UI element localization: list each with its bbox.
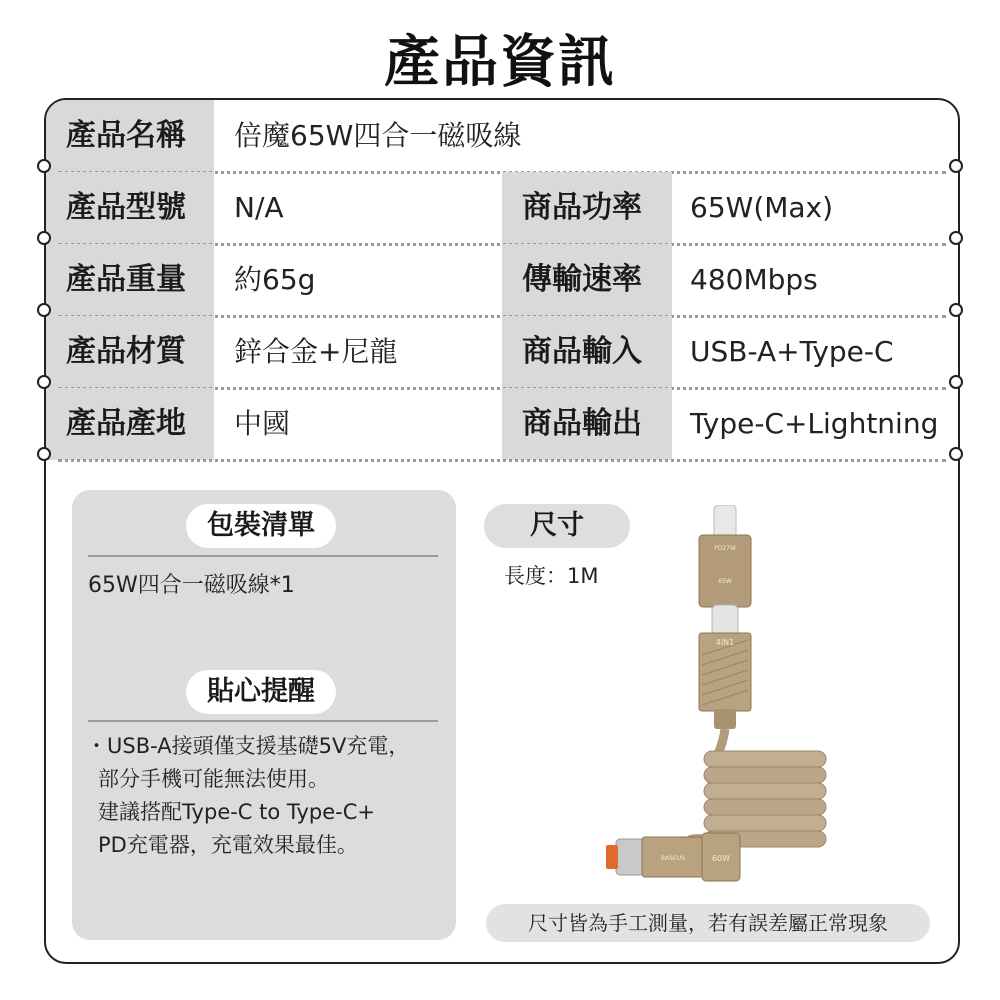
adapter-label-pd: PD27W	[714, 545, 736, 552]
tips-text	[86, 730, 456, 862]
cable-boot	[714, 709, 736, 729]
spec-label-power: 商品功率	[502, 172, 672, 244]
tip-line: PD充電器，充電效果最佳。	[98, 833, 358, 857]
spec-value-weight: 約65g	[234, 263, 316, 296]
spec-label-name: 產品名稱	[46, 100, 214, 172]
card-notch	[37, 159, 51, 173]
size-length: 長度：1M	[504, 564, 599, 588]
spec-card	[44, 98, 960, 964]
spec-row-material	[46, 316, 960, 388]
spec-value-input: USB-A+Type-C	[690, 335, 894, 368]
spec-label-material: 產品材質	[46, 316, 214, 388]
adapter-label-60w: 60W	[711, 854, 731, 863]
spec-label-model: 產品型號	[46, 172, 214, 244]
tip-line: 建議搭配Type-C to Type-C+	[98, 800, 375, 824]
card-notch	[37, 447, 51, 461]
spec-value-power: 65W(Max)	[690, 191, 834, 224]
spec-value-rate: 480Mbps	[690, 263, 818, 296]
spec-label-origin: 產品產地	[46, 388, 214, 460]
spec-value-material: 鋅合金+尼龍	[234, 335, 398, 368]
spec-row-model	[46, 172, 960, 244]
spec-row-weight	[46, 244, 960, 316]
tip-line: ・USB-A接頭僅支援基礎5V充電，	[86, 734, 410, 758]
size-note: 尺寸皆為手工測量，若有誤差屬正常現象	[486, 904, 930, 942]
info-panel	[72, 490, 456, 940]
package-item: 65W四合一磁吸線*1	[88, 573, 295, 598]
connector-label-brand: BASEUS	[660, 855, 686, 862]
spec-value-output: Type-C+Lightning	[690, 407, 939, 440]
tip-line: 部分手機可能無法使用。	[98, 767, 329, 791]
spec-label-weight: 產品重量	[46, 244, 214, 316]
row-divider	[58, 459, 946, 462]
card-notch	[949, 447, 963, 461]
spec-label-output: 商品輸出	[502, 388, 672, 460]
package-heading: 包裝清單	[186, 504, 336, 548]
size-heading: 尺寸	[484, 504, 630, 548]
card-notch	[37, 231, 51, 245]
lightning-tip	[714, 505, 736, 539]
spec-label-input: 商品輸入	[502, 316, 672, 388]
package-divider	[88, 555, 438, 557]
connector-label-4in1: 4IN1	[715, 638, 735, 647]
cable-illustration	[586, 505, 886, 895]
tips-divider	[88, 720, 438, 722]
page-title: 產品資訊	[384, 30, 616, 95]
spec-label-rate: 傳輸速率	[502, 244, 672, 316]
usb-a-metal	[616, 839, 644, 875]
spec-row-name	[46, 100, 960, 172]
usb-a-tip	[606, 845, 618, 869]
card-notch	[949, 231, 963, 245]
typec-tip	[712, 605, 738, 635]
spec-row-origin	[46, 388, 960, 460]
card-notch	[949, 375, 963, 389]
card-notch	[949, 303, 963, 317]
spec-value-name: 倍魔65W四合一磁吸線	[234, 119, 522, 152]
tips-heading: 貼心提醒	[186, 670, 336, 714]
spec-value-model: N/A	[234, 191, 284, 224]
spec-value-origin: 中國	[234, 407, 291, 440]
card-notch	[949, 159, 963, 173]
card-notch	[37, 303, 51, 317]
card-notch	[37, 375, 51, 389]
adapter-label-65w: 65W	[718, 578, 732, 585]
